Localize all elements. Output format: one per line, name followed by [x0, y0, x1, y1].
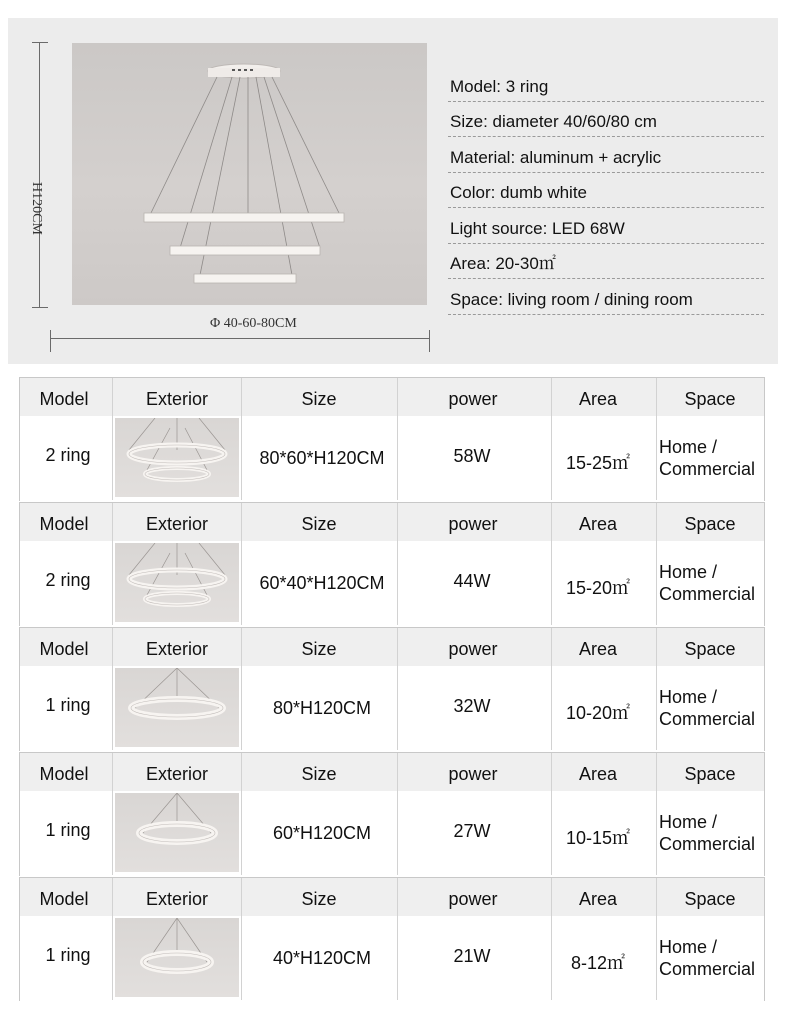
size-value: 80*60*H120CM — [259, 448, 385, 468]
space-line-1: Home / — [659, 562, 718, 582]
header-space: Space — [684, 514, 736, 534]
exterior-thumbnail — [115, 793, 239, 872]
space-value — [659, 811, 755, 855]
header-exterior: Exterior — [145, 639, 208, 659]
spec-light-source: Light source: LED 68W — [448, 208, 764, 244]
power-value: 44W — [453, 571, 491, 591]
space-line-2: Commercial — [659, 834, 756, 854]
header-model: Model — [39, 639, 89, 659]
size-value: 40*H120CM — [272, 948, 372, 968]
space-line-1: Home / — [659, 437, 718, 457]
header-size: Size — [301, 889, 337, 909]
chandelier-photo — [72, 43, 427, 305]
header-area: Area — [578, 764, 618, 784]
diameter-label: Φ 40-60-80CM — [210, 316, 297, 331]
power-value: 32W — [453, 696, 491, 716]
header-model: Model — [39, 389, 89, 409]
space-line-1: Home / — [659, 812, 718, 832]
header-exterior: Exterior — [145, 389, 208, 409]
header-power: power — [448, 514, 498, 534]
power-value: 21W — [453, 946, 491, 966]
spec-material: Material: aluminum + acrylic — [448, 137, 764, 173]
space-value — [659, 436, 755, 480]
header-exterior: Exterior — [145, 764, 208, 784]
space-value — [659, 561, 755, 605]
header-exterior: Exterior — [145, 889, 208, 909]
header-power: power — [448, 389, 498, 409]
space-line-2: Commercial — [659, 959, 756, 979]
space-value — [659, 686, 755, 730]
header-power: power — [448, 764, 498, 784]
model-value: 1 ring — [45, 820, 91, 840]
header-space: Space — [684, 639, 736, 659]
model-table-5 — [19, 877, 765, 1001]
space-line-2: Commercial — [659, 709, 756, 729]
header-size: Size — [301, 764, 337, 784]
power-value: 27W — [453, 821, 491, 841]
header-area: Area — [578, 639, 618, 659]
header-area: Area — [578, 889, 618, 909]
header-power: power — [448, 639, 498, 659]
size-value: 80*H120CM — [272, 698, 372, 718]
header-model: Model — [39, 514, 89, 534]
model-value: 2 ring — [45, 445, 91, 465]
size-value: 60*40*H120CM — [259, 573, 385, 593]
area-value: 10-20㎡ — [565, 703, 631, 723]
header-space: Space — [684, 889, 736, 909]
spec-color: Color: dumb white — [448, 173, 764, 209]
exterior-thumbnail — [115, 543, 239, 622]
header-model: Model — [39, 889, 89, 909]
model-value: 1 ring — [45, 945, 91, 965]
header-size: Size — [301, 639, 337, 659]
header-space: Space — [684, 389, 736, 409]
header-exterior: Exterior — [145, 514, 208, 534]
header-power: power — [448, 889, 498, 909]
space-line-1: Home / — [659, 687, 718, 707]
space-line-2: Commercial — [659, 459, 756, 479]
size-value: 60*H120CM — [272, 823, 372, 843]
header-model: Model — [39, 764, 89, 784]
model-value: 2 ring — [45, 570, 91, 590]
model-table-2 — [19, 502, 765, 626]
header-size: Size — [301, 514, 337, 534]
diameter-dimension-ruler — [50, 338, 430, 348]
spec-model: Model: 3 ring — [448, 66, 764, 102]
area-value: 15-25㎡ — [565, 453, 631, 473]
header-area: Area — [578, 514, 618, 534]
spec-space: Space: living room / dining room — [448, 279, 764, 315]
header-size: Size — [301, 389, 337, 409]
area-value: 10-15㎡ — [565, 828, 631, 848]
spec-list — [448, 66, 764, 315]
power-value: 58W — [453, 446, 491, 466]
exterior-thumbnail — [115, 418, 239, 497]
header-space: Space — [684, 764, 736, 784]
model-table-3 — [19, 627, 765, 751]
height-dimension-ruler — [35, 42, 45, 308]
model-value: 1 ring — [45, 695, 91, 715]
spec-area: Area: 20-30㎡ — [448, 244, 764, 280]
exterior-thumbnail — [115, 918, 239, 997]
space-value — [659, 936, 755, 980]
spec-size: Size: diameter 40/60/80 cm — [448, 102, 764, 138]
space-line-1: Home / — [659, 937, 718, 957]
model-table-1 — [19, 377, 765, 501]
space-line-2: Commercial — [659, 584, 756, 604]
model-table-4 — [19, 752, 765, 876]
height-label: H120CM — [29, 182, 44, 235]
area-value: 8-12㎡ — [570, 953, 626, 973]
header-area: Area — [578, 389, 618, 409]
exterior-thumbnail — [115, 668, 239, 747]
area-value: 15-20㎡ — [565, 578, 631, 598]
